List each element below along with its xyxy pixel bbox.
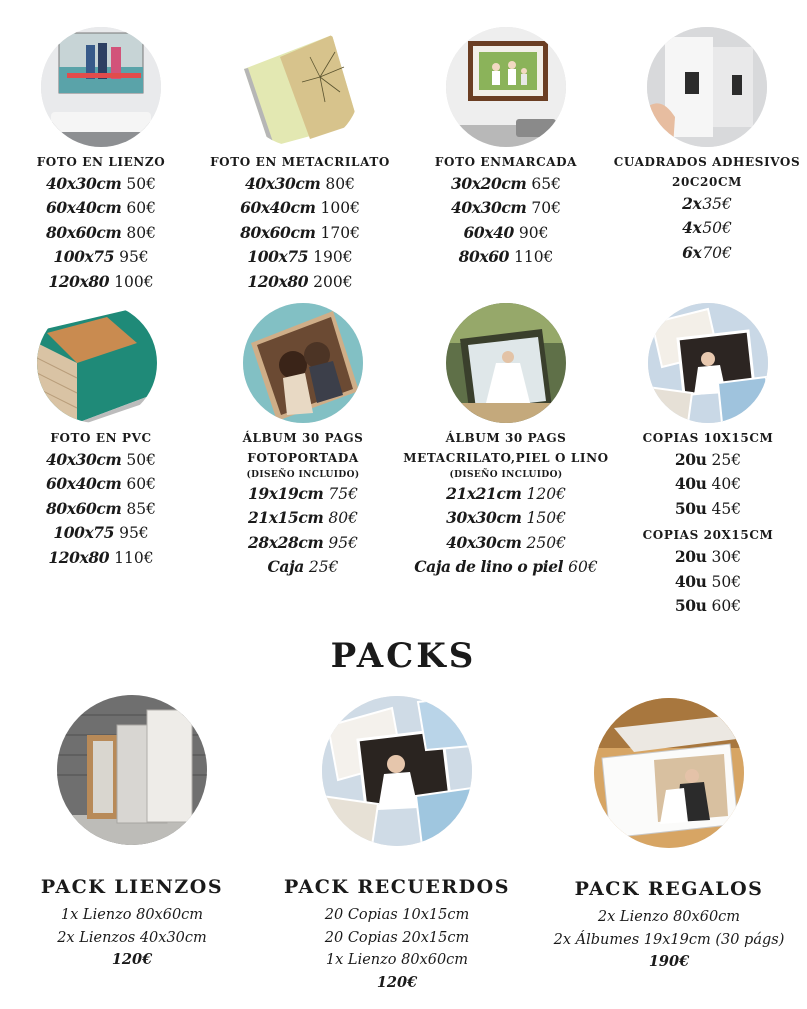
price-row: 40x30cm 50€ (45, 450, 156, 469)
price-list (401, 482, 611, 580)
product-title: FOTO ENMARCADA (434, 155, 578, 169)
product-adhesive (612, 152, 802, 265)
canvas-photo-image (41, 27, 161, 147)
product-title: ÁLBUM 30 PAGS (445, 431, 567, 445)
pack-item: 20 Copias 10x15cm (324, 907, 470, 923)
product-title-line2: FOTOPORTADA (247, 451, 359, 465)
product-title: CUADRADOS ADHESIVOS (613, 155, 801, 169)
pack-item: 1x Lienzo 80x60cm (60, 907, 204, 923)
pack-price: 190€ (648, 953, 690, 970)
price-row: 100x75 190€ (247, 247, 353, 267)
price-row: 20u 25€ (674, 450, 742, 469)
price-row: 60x40cm 100€ (240, 198, 360, 218)
price-list (426, 172, 586, 270)
product-title: ÁLBUM 30 PAGS (242, 431, 364, 445)
price-list (612, 192, 802, 265)
price-row: 80x60 110€ (458, 247, 554, 267)
prints-10x15-title: COPIAS 10X15CM (642, 431, 774, 445)
design-included-note: (DISEÑO INCLUIDO) (449, 470, 563, 480)
pack-price: 120€ (111, 951, 153, 968)
price-row: 30x30cm 150€ (446, 508, 566, 528)
price-list (618, 448, 798, 521)
pack-item: 2x Lienzo 80x60cm (597, 909, 741, 925)
price-row: 50u 45€ (674, 498, 742, 518)
pack-price: 120€ (376, 973, 418, 991)
price-row: 40x30cm 80€ (244, 174, 355, 193)
product-prints (618, 428, 798, 618)
price-list (210, 172, 390, 294)
pack-item: 2x Álbumes 19x19cm (30 págs) (553, 931, 785, 948)
product-acrylic (210, 152, 390, 294)
pack-memories-image (322, 696, 472, 846)
product-title-line2: METACRILATO,PIEL O LINO (403, 451, 609, 465)
price-row: 4x50€ (682, 218, 732, 238)
product-canvas (21, 152, 181, 294)
price-row: 6x70€ (682, 242, 732, 262)
price-row: 40x30cm 70€ (450, 198, 561, 218)
product-album-acrylic (401, 428, 611, 580)
photo-cover-album-image (243, 303, 363, 423)
price-row: 120x80 110€ (48, 547, 154, 567)
price-row: 60x40cm 60€ (45, 198, 156, 218)
price-list (21, 172, 181, 294)
pack-name: PACK REGALOS (574, 878, 764, 900)
price-row: 21x15cm 80€ (247, 508, 358, 528)
price-row: 28x28cm 95€ (247, 532, 358, 552)
price-list (21, 448, 181, 570)
price-row: 21x21cm 120€ (446, 484, 566, 503)
pack-gifts-image (594, 698, 744, 848)
price-row: 120x80 100€ (48, 271, 154, 291)
price-row: 80x60cm 170€ (240, 222, 360, 242)
pack-name: PACK LIENZOS (40, 876, 224, 898)
price-row: 40u 40€ (674, 474, 742, 494)
price-row: 80x60cm 80€ (45, 222, 156, 242)
pack-item: 1x Lienzo 80x60cm (325, 952, 469, 968)
framed-photo-image (446, 27, 566, 147)
adhesive-squares-image (647, 27, 767, 147)
product-framed (426, 152, 586, 270)
pvc-photo-image (37, 303, 157, 423)
prints-image (648, 303, 768, 423)
packs-heading: PACKS (330, 636, 477, 676)
price-row: 100x75 95€ (53, 247, 149, 267)
price-row: 30x20cm 65€ (450, 174, 561, 193)
product-title: FOTO EN PVC (50, 431, 152, 445)
pack-canvas-image (57, 695, 207, 845)
pack-item: 2x Lienzos 40x30cm (57, 929, 207, 946)
pack-item: 20 Copias 20x15cm (324, 929, 470, 946)
price-row: 80x60cm 85€ (45, 498, 156, 518)
acrylic-photo-image (240, 27, 360, 147)
price-row: 100x75 95€ (53, 523, 149, 543)
price-list (213, 482, 393, 580)
price-row: 40u 50€ (674, 571, 742, 591)
price-row: Caja 25€ (267, 557, 339, 577)
product-title: FOTO EN METACRILATO (210, 155, 390, 169)
pack-regalos (529, 876, 807, 974)
price-row: 40x30cm 250€ (446, 532, 566, 552)
price-list (618, 545, 798, 618)
price-row: 60x40cm 60€ (45, 474, 156, 494)
price-row: 50u 60€ (674, 596, 742, 616)
price-row: 20u 30€ (674, 547, 742, 567)
price-row: 2x35€ (682, 194, 732, 213)
product-album-photocover (213, 428, 393, 580)
product-title: FOTO EN LIENZO (36, 155, 166, 169)
design-included-note: (DISEÑO INCLUIDO) (246, 470, 360, 480)
price-row: 60x40 90€ (463, 222, 549, 242)
pack-recuerdos (272, 874, 522, 994)
product-title-line2: 20C20CM (672, 175, 742, 189)
price-row: Caja de lino o piel 60€ (414, 557, 598, 577)
price-row: 40x30cm 50€ (45, 174, 156, 193)
pack-lienzos (17, 874, 247, 972)
acrylic-album-image (446, 303, 566, 423)
pack-name: PACK RECUERDOS (284, 876, 510, 898)
price-row: 19x19cm 75€ (247, 484, 358, 503)
price-row: 120x80 200€ (247, 271, 353, 291)
prints-20x15-title: COPIAS 20X15CM (642, 528, 774, 543)
product-pvc (21, 428, 181, 570)
